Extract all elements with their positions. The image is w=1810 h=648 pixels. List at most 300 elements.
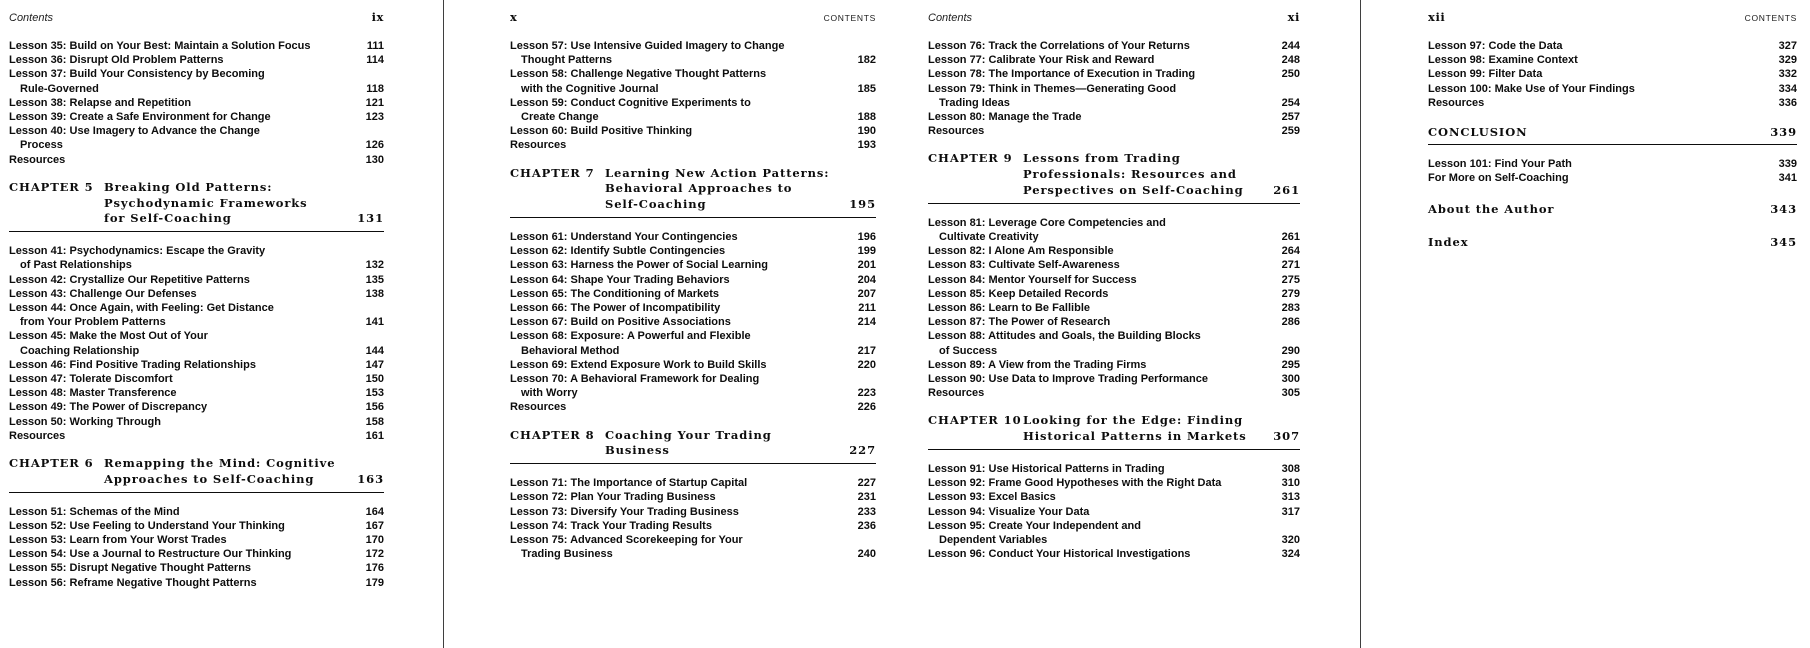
chapter-title-line <box>1023 151 1300 167</box>
toc-entry-line <box>9 533 384 547</box>
toc-entry-line <box>510 96 876 110</box>
toc-entry-line <box>928 67 1300 81</box>
page-number: 286 <box>1281 316 1300 329</box>
toc-entry-line <box>928 230 1300 244</box>
toc-entry-line <box>9 547 384 561</box>
toc-entry <box>1428 157 1797 171</box>
page-number: 300 <box>1281 373 1300 386</box>
page-number: 332 <box>1778 68 1797 81</box>
toc-section <box>9 39 384 167</box>
toc-entry-line <box>928 258 1300 272</box>
toc-entry-line <box>510 258 876 272</box>
toc-entry-line <box>9 519 384 533</box>
toc-entry-line <box>9 96 384 110</box>
page-number: 279 <box>1281 287 1300 300</box>
toc-entry-line <box>928 301 1300 315</box>
page-number: 220 <box>857 358 876 371</box>
running-head: CONTENTS <box>1744 13 1797 23</box>
toc-entry <box>9 96 384 110</box>
page-number: 144 <box>365 344 384 357</box>
toc-entry <box>928 82 1300 110</box>
chapter-title-line <box>605 166 876 182</box>
page-number: 135 <box>365 273 384 286</box>
chapter-heading <box>9 456 384 493</box>
entry-title: Lesson 48: Master Transference <box>9 387 177 400</box>
toc-entry <box>510 490 876 504</box>
entry-title: Resources <box>510 401 567 414</box>
page-number: 283 <box>1281 302 1300 315</box>
entry-title: Resources <box>510 139 567 152</box>
toc-entry <box>510 273 876 287</box>
page-number: 290 <box>1281 344 1300 357</box>
toc-entry-line <box>510 490 876 504</box>
section-heading-text: Index <box>1428 235 1469 250</box>
entry-title: Lesson 68: Exposure: A Powerful and Flexible <box>510 330 751 343</box>
entry-title: Thought Patterns <box>521 54 613 67</box>
toc-entry-line <box>928 505 1300 519</box>
chapter-label: CHAPTER 5 <box>9 179 94 194</box>
entry-title: Resources <box>928 387 985 400</box>
entry-title: Lesson 67: Build on Positive Associations <box>510 316 731 329</box>
chapter-row <box>9 456 384 488</box>
toc-entry-line <box>9 561 384 575</box>
entry-title: Lesson 69: Extend Exposure Work to Build Skills <box>510 358 767 371</box>
entry-title: Lesson 53: Learn from Your Worst Trades <box>9 534 227 547</box>
toc-entry <box>510 287 876 301</box>
toc-entry <box>1428 53 1797 67</box>
toc-entry-line <box>928 358 1300 372</box>
page-number: 307 <box>1273 429 1300 444</box>
page-number: 317 <box>1281 505 1300 518</box>
entry-title: For More on Self-Coaching <box>1428 172 1569 185</box>
toc-entry-line <box>510 138 876 152</box>
toc-page-x <box>443 0 905 648</box>
chapter-heading <box>928 413 1300 450</box>
entry-title: Lesson 58: Challenge Negative Thought Patterns <box>510 68 767 81</box>
toc-entry <box>9 547 384 561</box>
toc-entry <box>510 476 876 490</box>
chapter-title-text: Lessons from Trading <box>1023 151 1181 166</box>
page-number: 343 <box>1770 202 1797 217</box>
toc-entry <box>9 153 384 167</box>
toc-entry-line <box>928 315 1300 329</box>
entry-title: with Worry <box>521 387 578 400</box>
toc-entry <box>1428 67 1797 81</box>
page-number: 123 <box>365 111 384 124</box>
toc-entry-line <box>510 110 876 124</box>
page-number: 126 <box>365 139 384 152</box>
entry-title: Lesson 63: Harness the Power of Social Learning <box>510 259 768 272</box>
chapter-title <box>1023 413 1300 445</box>
entry-title: Lesson 101: Find Your Path <box>1428 157 1572 170</box>
page-number: 264 <box>1281 245 1300 258</box>
entry-title: Lesson 79: Think in Themes—Generating Good <box>928 82 1177 95</box>
page-number: 327 <box>1778 40 1797 52</box>
section-heading <box>1428 235 1797 251</box>
toc-entry-line <box>928 82 1300 96</box>
chapter-title-text: for Self-Coaching <box>104 211 232 226</box>
toc-entry-line <box>510 358 876 372</box>
chapter-heading <box>9 180 384 232</box>
entry-title: Lesson 57: Use Intensive Guided Imagery to Change <box>510 40 785 52</box>
chapter-label: CHAPTER 9 <box>928 151 1013 166</box>
chapter-title-line <box>1023 167 1300 183</box>
entry-title: Lesson 92: Frame Good Hypotheses with the Right Data <box>928 477 1222 490</box>
toc-entry <box>510 329 876 357</box>
toc-entry <box>9 400 384 414</box>
chapter-title-line <box>605 181 876 197</box>
toc-entry-line <box>9 386 384 400</box>
folio-number: ix <box>371 10 384 24</box>
page-number: 193 <box>857 139 876 152</box>
page-number: 158 <box>365 415 384 428</box>
entry-title: Lesson 44: Once Again, with Feeling: Get Distance <box>9 302 274 315</box>
toc-entry-line <box>928 329 1300 343</box>
page-number: 196 <box>857 231 876 244</box>
entry-title: Lesson 42: Crystallize Our Repetitive Patterns <box>9 273 250 286</box>
page-number: 188 <box>857 111 876 124</box>
page-number: 254 <box>1281 96 1300 109</box>
page-number: 329 <box>1778 54 1797 67</box>
page-number: 201 <box>857 259 876 272</box>
toc-entry <box>9 561 384 575</box>
entry-title: Lesson 61: Understand Your Contingencies <box>510 231 738 244</box>
chapter-title-text: Remapping the Mind: Cognitive <box>104 456 336 471</box>
toc-entry <box>928 329 1300 357</box>
toc-entry <box>928 287 1300 301</box>
page-number: 179 <box>365 576 384 589</box>
page-number: 118 <box>366 82 384 95</box>
toc-entry <box>928 301 1300 315</box>
entry-title: Lesson 64: Shape Your Trading Behaviors <box>510 273 730 286</box>
chapter-row <box>928 413 1300 445</box>
toc-entry-line <box>9 124 384 138</box>
toc-entry <box>9 110 384 124</box>
toc-entry <box>928 53 1300 67</box>
toc-entry-line <box>510 273 876 287</box>
chapter-title-line <box>104 196 384 212</box>
entry-title: Lesson 86: Learn to Be Fallible <box>928 302 1090 315</box>
toc-entry <box>928 273 1300 287</box>
toc-entry-line <box>510 386 876 400</box>
toc-entry-line <box>9 301 384 315</box>
toc-entry-line <box>928 39 1300 53</box>
entry-title: Lesson 36: Disrupt Old Problem Patterns <box>9 54 224 67</box>
toc-entry <box>510 67 876 95</box>
entry-title: Lesson 76: Track the Correlations of Your Returns <box>928 40 1190 52</box>
toc-entry-line <box>9 39 384 53</box>
toc-section <box>9 505 384 590</box>
toc-entry-line <box>9 110 384 124</box>
page-number: 233 <box>857 505 876 518</box>
toc-section <box>928 462 1300 561</box>
entry-title: Resources <box>9 153 66 166</box>
toc-entry-line <box>1428 157 1797 171</box>
toc-entry-line <box>510 67 876 81</box>
page-number: 195 <box>849 197 876 212</box>
entry-title: Lesson 52: Use Feeling to Understand Your Thinking <box>9 519 285 532</box>
page-number: 170 <box>365 534 384 547</box>
toc-page-xii <box>1360 0 1810 648</box>
toc-entry <box>9 287 384 301</box>
toc-entry-line <box>928 344 1300 358</box>
entry-title: from Your Problem Patterns <box>20 316 166 329</box>
toc-entry <box>1428 82 1797 96</box>
entry-title: Lesson 87: The Power of Research <box>928 316 1111 329</box>
page-number: 156 <box>365 401 384 414</box>
chapter-row <box>928 151 1300 198</box>
section-heading <box>1428 125 1797 145</box>
toc-entry-line <box>928 216 1300 230</box>
toc-entry <box>510 96 876 124</box>
page-number: 132 <box>365 259 384 272</box>
toc-entry-line <box>510 287 876 301</box>
entry-title: Lesson 59: Conduct Cognitive Experiments to <box>510 96 751 109</box>
page-number: 141 <box>365 316 384 329</box>
entry-title: Behavioral Method <box>521 344 620 357</box>
chapter-title-text: Perspectives on Self-Coaching <box>1023 183 1244 198</box>
entry-title: with the Cognitive Journal <box>521 82 659 95</box>
toc-entry-line <box>510 476 876 490</box>
toc-entry <box>510 400 876 414</box>
chapter-title-line <box>1023 183 1300 199</box>
toc-entry-line <box>510 301 876 315</box>
toc-entry <box>928 462 1300 476</box>
entry-title: Lesson 54: Use a Journal to Restructure Our Thinking <box>9 548 292 561</box>
toc-entry-line <box>9 53 384 67</box>
toc-section <box>1428 157 1797 185</box>
entry-title: Lesson 38: Relapse and Repetition <box>9 96 192 109</box>
toc-entry <box>9 533 384 547</box>
chapter-title-text: Coaching Your Trading <box>605 427 772 442</box>
chapter-title-text: Psychodynamic Frameworks <box>104 195 308 210</box>
chapter-title-line <box>104 211 384 227</box>
toc-entry-line <box>928 519 1300 533</box>
toc-entry-line <box>510 124 876 138</box>
page-number: 320 <box>1281 534 1300 547</box>
page-number: 308 <box>1281 463 1300 476</box>
toc-section <box>510 476 876 561</box>
chapter-title-text: Looking for the Edge: Finding <box>1023 413 1244 428</box>
toc-entry <box>510 505 876 519</box>
entry-title: Lesson 77: Calibrate Your Risk and Reward <box>928 54 1155 67</box>
page-number: 138 <box>365 287 384 300</box>
page-number: 336 <box>1778 96 1797 109</box>
toc-entry-line <box>510 372 876 386</box>
toc-entry <box>928 372 1300 386</box>
page-number: 167 <box>365 519 384 532</box>
entry-title: Lesson 83: Cultivate Self-Awareness <box>928 259 1120 272</box>
chapter-row <box>510 428 876 460</box>
chapter-title <box>605 166 876 213</box>
entry-title: Trading Ideas <box>939 96 1010 109</box>
toc-entry <box>1428 171 1797 185</box>
toc-entry-line <box>928 533 1300 547</box>
chapter-title-text: Breaking Old Patterns: <box>104 179 273 194</box>
toc-entry-line <box>510 547 876 561</box>
page-number: 161 <box>365 429 384 442</box>
page-number: 150 <box>365 373 384 386</box>
chapter-title <box>605 428 876 460</box>
entry-title: Lesson 96: Conduct Your Historical Investigations <box>928 548 1191 561</box>
page-number: 231 <box>857 491 876 504</box>
entry-title: Cultivate Creativity <box>939 231 1039 244</box>
chapter-title-line <box>104 456 384 472</box>
entry-title: Trading Business <box>521 548 613 561</box>
entry-title: Lesson 100: Make Use of Your Findings <box>1428 82 1635 95</box>
chapter-title-line <box>104 472 384 488</box>
page-number: 236 <box>857 519 876 532</box>
page-number: 305 <box>1281 387 1300 400</box>
toc-entry <box>9 124 384 152</box>
toc-section <box>928 216 1300 401</box>
entry-title: Lesson 82: I Alone Am Responsible <box>928 245 1114 258</box>
entry-title: Lesson 60: Build Positive Thinking <box>510 125 693 138</box>
entry-title: Lesson 89: A View from the Trading Firms <box>928 358 1147 371</box>
entry-title: Dependent Variables <box>939 534 1048 547</box>
chapter-title-line <box>104 180 384 196</box>
toc-entry-line <box>510 53 876 67</box>
toc-entry <box>9 358 384 372</box>
chapter-title-text: Professionals: Resources and <box>1023 167 1237 182</box>
toc-entry-line <box>510 400 876 414</box>
toc-entry <box>9 576 384 590</box>
toc-entry-line <box>9 329 384 343</box>
chapter-title <box>1023 151 1300 198</box>
page-number: 240 <box>857 548 876 561</box>
toc-entry-line <box>9 372 384 386</box>
toc-entry-line <box>510 519 876 533</box>
toc-entry <box>928 505 1300 519</box>
toc-section <box>1428 39 1797 110</box>
page-number: 130 <box>365 153 384 166</box>
toc-entry <box>9 244 384 272</box>
toc-entry <box>9 415 384 429</box>
toc-entry-line <box>9 82 384 96</box>
section-heading <box>1428 202 1797 218</box>
chapter-heading <box>928 151 1300 203</box>
toc-page-ix <box>0 0 443 648</box>
page-number: 223 <box>857 387 876 400</box>
toc-entry <box>928 315 1300 329</box>
page-number: 313 <box>1281 491 1300 504</box>
page-number: 185 <box>857 82 876 95</box>
entry-title: Lesson 88: Attitudes and Goals, the Building Blocks <box>928 330 1201 343</box>
entry-title: Lesson 98: Examine Context <box>1428 54 1578 67</box>
toc-entry-line <box>928 372 1300 386</box>
entry-title: Lesson 71: The Importance of Startup Capital <box>510 477 748 490</box>
toc-page-xi <box>905 0 1360 648</box>
toc-entry-line <box>9 415 384 429</box>
page-number: 248 <box>1281 54 1300 67</box>
toc-entry-line <box>928 462 1300 476</box>
toc-entry <box>1428 96 1797 110</box>
toc-entry-line <box>9 67 384 81</box>
chapter-title-line <box>1023 413 1300 429</box>
page-number: 111 <box>366 40 384 52</box>
toc-section <box>510 39 876 153</box>
toc-entry <box>9 329 384 357</box>
chapter-title-text: Self-Coaching <box>605 197 707 212</box>
page-number: 261 <box>1273 183 1300 198</box>
page-number: 207 <box>857 287 876 300</box>
toc-entry <box>928 39 1300 53</box>
page-number: 163 <box>357 471 384 486</box>
entry-title: Lesson 78: The Importance of Execution in Trading <box>928 68 1196 81</box>
page-number: 217 <box>857 344 876 357</box>
toc-entry <box>510 244 876 258</box>
entry-title: of Past Relationships <box>20 259 132 272</box>
chapter-label: CHAPTER 8 <box>510 427 595 442</box>
toc-entry-line <box>510 244 876 258</box>
page-number: 199 <box>857 245 876 258</box>
entry-title: Resources <box>9 429 66 442</box>
entry-title: Lesson 56: Reframe Negative Thought Patterns <box>9 576 257 589</box>
toc-entry-line <box>928 490 1300 504</box>
chapter-title-text: Business <box>605 443 670 458</box>
toc-entry <box>510 519 876 533</box>
entry-title: Lesson 37: Build Your Consistency by Becoming <box>9 68 265 81</box>
entry-title: Process <box>20 139 63 152</box>
toc-entry-line <box>510 533 876 547</box>
chapter-title-text: Historical Patterns in Markets <box>1023 429 1247 444</box>
page-number: 190 <box>857 125 876 138</box>
page-number: 261 <box>1281 231 1300 244</box>
toc-entry <box>1428 39 1797 53</box>
toc-entry <box>510 138 876 152</box>
page-number: 324 <box>1281 548 1300 561</box>
page-number: 345 <box>1770 235 1797 250</box>
chapter-label: CHAPTER 7 <box>510 165 595 180</box>
toc-entry-line <box>9 400 384 414</box>
toc-entry <box>928 476 1300 490</box>
page-number: 341 <box>1778 172 1797 185</box>
chapter-heading <box>510 428 876 465</box>
page-header <box>928 10 1300 23</box>
entry-title: Lesson 94: Visualize Your Data <box>928 505 1090 518</box>
entry-title: Lesson 91: Use Historical Patterns in Trading <box>928 463 1165 476</box>
toc-entry <box>510 372 876 400</box>
toc-entry-line <box>9 358 384 372</box>
toc-entry-line <box>9 287 384 301</box>
toc-entry <box>928 110 1300 124</box>
toc-entry-line <box>9 505 384 519</box>
toc-entry <box>928 67 1300 81</box>
toc-entry-line <box>928 386 1300 400</box>
toc-entry <box>9 301 384 329</box>
page-number: 164 <box>365 505 384 518</box>
chapter-row <box>9 180 384 227</box>
page-number: 131 <box>357 211 384 226</box>
entry-title: Lesson 93: Excel Basics <box>928 491 1056 504</box>
toc-entry-line <box>928 96 1300 110</box>
toc-entry-line <box>1428 67 1797 81</box>
toc-entry-line <box>928 124 1300 138</box>
chapter-title-text: Learning New Action Patterns: <box>605 165 830 180</box>
chapter-title-text: Behavioral Approaches to <box>605 181 793 196</box>
toc-entry <box>9 429 384 443</box>
page-number: 339 <box>1770 125 1797 140</box>
entry-title: Lesson 51: Schemas of the Mind <box>9 505 180 518</box>
entry-title: Lesson 66: The Power of Incompatibility <box>510 302 721 315</box>
folio-number: xi <box>1287 10 1300 24</box>
toc-entry-line <box>9 429 384 443</box>
entry-title: Lesson 90: Use Data to Improve Trading Performance <box>928 373 1208 386</box>
toc-entry-line <box>9 258 384 272</box>
entry-title: Lesson 70: A Behavioral Framework for Dealing <box>510 373 760 386</box>
toc-entry-line <box>9 344 384 358</box>
page-number: 257 <box>1281 111 1300 124</box>
